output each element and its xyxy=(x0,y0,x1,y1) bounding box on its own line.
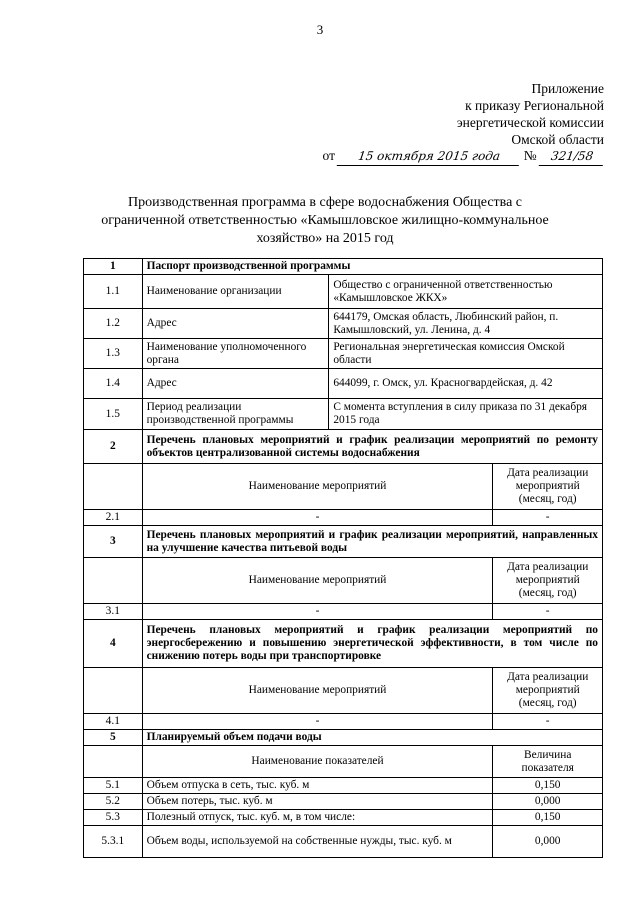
indicator-value: 0,150 xyxy=(493,778,603,794)
row-number: 1.1 xyxy=(84,275,143,309)
indicator-label: Объем потерь, тыс. куб. м xyxy=(142,794,493,810)
empty-cell xyxy=(84,746,143,778)
column-header: Наименование мероприятий xyxy=(142,464,493,510)
row-number: 4.1 xyxy=(84,714,143,730)
measure-row xyxy=(84,604,603,620)
column-header: Наименование мероприятий xyxy=(142,668,493,714)
row-label: Период реализации производственной программы xyxy=(142,399,329,430)
column-header: Наименование мероприятий xyxy=(142,558,493,604)
passport-row xyxy=(84,339,603,369)
volume-row xyxy=(84,778,603,794)
indicator-value: 0,150 xyxy=(493,810,603,826)
column-header: Наименование показателей xyxy=(142,746,493,778)
row-number: 5.1 xyxy=(84,778,143,794)
appendix-line: к приказу Региональной xyxy=(465,98,604,113)
measure-name: - xyxy=(142,604,493,620)
row-number: 1.3 xyxy=(84,339,143,369)
indicator-label: Полезный отпуск, тыс. куб. м, в том числе: xyxy=(142,810,493,826)
number-label: № xyxy=(523,148,537,163)
column-header: Дата реализации мероприятий (месяц, год) xyxy=(493,464,603,510)
section-heading: Перечень плановых мероприятий и график реализации мероприятий, направленных на улучшение качества питьевой воды xyxy=(142,526,602,558)
section-heading: Планируемый объем подачи воды xyxy=(142,730,602,746)
passport-row xyxy=(84,275,603,309)
measure-date: - xyxy=(493,714,603,730)
row-value: С момента вступления в силу приказа по 31 декабря 2015 года xyxy=(329,399,603,430)
row-number: 1.2 xyxy=(84,309,143,339)
handwritten-number: 321/58 xyxy=(539,148,606,166)
volume-row xyxy=(84,826,603,858)
measure-row xyxy=(84,510,603,526)
section-header-row xyxy=(84,526,603,558)
row-number: 2.1 xyxy=(84,510,143,526)
measure-row xyxy=(84,714,603,730)
row-number: 5.3 xyxy=(84,810,143,826)
measure-name: - xyxy=(142,714,493,730)
indicator-label: Объем воды, используемой на собственные нужды, тыс. куб. м xyxy=(142,826,493,858)
passport-row xyxy=(84,309,603,339)
program-table xyxy=(83,258,603,858)
empty-cell xyxy=(84,464,143,510)
row-number: 2 xyxy=(84,430,143,464)
volume-row xyxy=(84,794,603,810)
row-number: 5.3.1 xyxy=(84,826,143,858)
order-reference xyxy=(323,147,605,166)
appendix-line: Омской области xyxy=(511,132,604,147)
row-value: 644099, г. Омск, ул. Красногвардейская, д. 42 xyxy=(329,369,603,399)
empty-cell xyxy=(84,558,143,604)
row-number: 5 xyxy=(84,730,143,746)
column-header: Величина показателя xyxy=(493,746,603,778)
row-label: Наименование организации xyxy=(142,275,329,309)
measure-name: - xyxy=(142,510,493,526)
appendix-line: энергетической комиссии xyxy=(456,115,604,130)
row-number: 1.5 xyxy=(84,399,143,430)
row-number: 1 xyxy=(84,259,143,275)
empty-cell xyxy=(84,668,143,714)
from-label: от xyxy=(322,148,335,163)
appendix-line: Приложение xyxy=(531,81,604,96)
row-value: 644179, Омская область, Любинский район, п. Камышловский, ул. Ленина, д. 4 xyxy=(329,309,603,339)
column-header: Дата реализации мероприятий (месяц, год) xyxy=(493,668,603,714)
volume-row xyxy=(84,810,603,826)
section-heading: Перечень плановых мероприятий и график реализации мероприятий по ремонту объектов централизованной системы водоснабжения xyxy=(142,430,602,464)
row-label: Наименование уполномоченного органа xyxy=(142,339,329,369)
row-number: 5.2 xyxy=(84,794,143,810)
passport-row xyxy=(84,399,603,430)
measure-date: - xyxy=(493,604,603,620)
section-header-row xyxy=(84,620,603,668)
appendix-block xyxy=(457,80,604,148)
section-heading: Паспорт производственной программы xyxy=(142,259,602,275)
row-label: Адрес xyxy=(142,309,329,339)
column-header-row xyxy=(84,464,603,510)
row-number: 3 xyxy=(84,526,143,558)
row-value: Региональная энергетическая комиссия Омской области xyxy=(329,339,603,369)
column-header-row xyxy=(84,558,603,604)
section-header-row xyxy=(84,730,603,746)
passport-row xyxy=(84,369,603,399)
row-number: 1.4 xyxy=(84,369,143,399)
column-header-row xyxy=(84,668,603,714)
row-number: 4 xyxy=(84,620,143,668)
indicator-label: Объем отпуска в сеть, тыс. куб. м xyxy=(142,778,493,794)
column-header-row xyxy=(84,746,603,778)
indicator-value: 0,000 xyxy=(493,794,603,810)
row-label: Адрес xyxy=(142,369,329,399)
document-title: Производственная программа в сфере водоснабжения Общества с ограниченной ответственностью «Камышловское жилищно-коммунальное хозяйство» на 2015 год xyxy=(101,195,549,246)
handwritten-date: 15 октября 2015 года xyxy=(337,148,522,166)
passport-header-row xyxy=(84,259,603,275)
section-heading: Перечень плановых мероприятий и график реализации мероприятий по энергосбережению и повышению энергетической эффективности, в том числе по снижению потерь воды при транспортировке xyxy=(142,620,602,668)
page-number: 3 xyxy=(316,22,324,37)
row-number: 3.1 xyxy=(84,604,143,620)
measure-date: - xyxy=(493,510,603,526)
column-header: Дата реализации мероприятий (месяц, год) xyxy=(493,558,603,604)
indicator-value: 0,000 xyxy=(493,826,603,858)
row-value: Общество с ограниченной ответственностью «Камышловское ЖКХ» xyxy=(329,275,603,309)
section-header-row xyxy=(84,430,603,464)
